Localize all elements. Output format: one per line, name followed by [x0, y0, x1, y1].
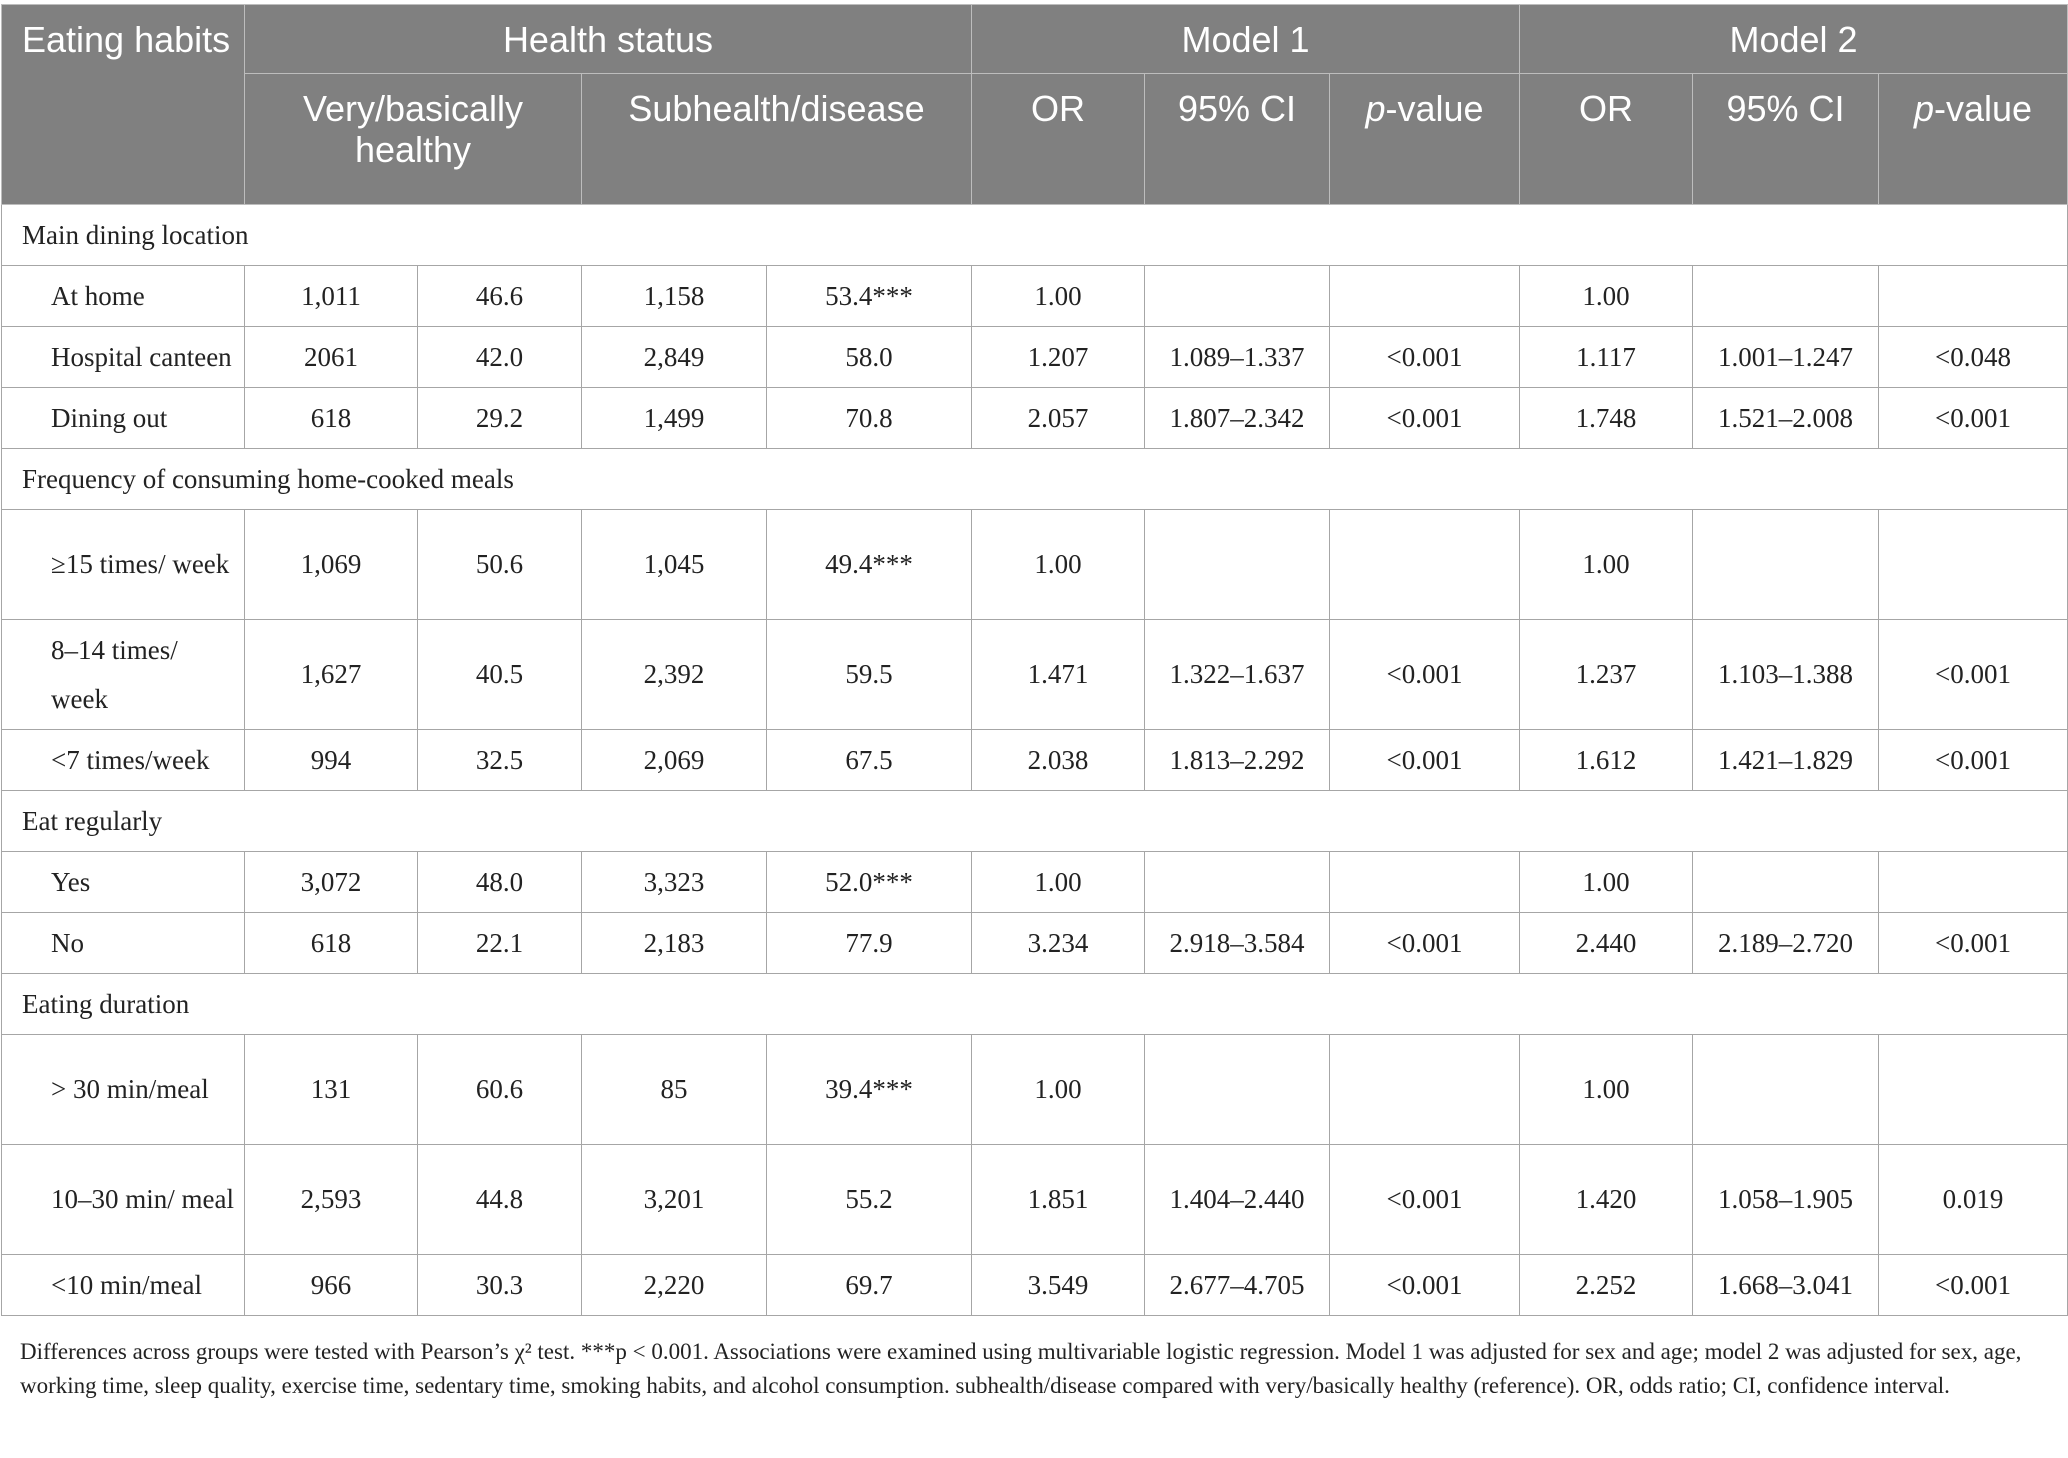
results-table	[1, 4, 2068, 1316]
table-cell: <0.001	[1330, 327, 1520, 388]
healthy-header: Very/basically healthy	[245, 74, 582, 205]
p-letter: p	[1365, 88, 1386, 129]
row-label: At home	[2, 266, 245, 327]
table-cell: 966	[245, 1255, 418, 1316]
table-cell: 3,072	[245, 852, 418, 913]
table-cell: 2.677–4.705	[1145, 1255, 1330, 1316]
table-cell: 1.420	[1520, 1145, 1693, 1255]
table-cell: 30.3	[418, 1255, 582, 1316]
table-cell: 2.252	[1520, 1255, 1693, 1316]
p-suffix: -value	[1385, 88, 1484, 129]
table-cell: 1.089–1.337	[1145, 327, 1330, 388]
model2-header: Model 2	[1520, 5, 2068, 74]
table-row	[2, 913, 2068, 974]
table-row	[2, 388, 2068, 449]
table-cell: <0.001	[1330, 730, 1520, 791]
table-cell: <0.001	[1879, 913, 2068, 974]
table-row	[2, 266, 2068, 327]
table-cell	[1879, 852, 2068, 913]
table-cell: <0.001	[1879, 620, 2068, 730]
table-cell: 1.322–1.637	[1145, 620, 1330, 730]
table-cell: 29.2	[418, 388, 582, 449]
section-title: Frequency of consuming home-cooked meals	[2, 449, 2068, 510]
row-label: > 30 min/meal	[2, 1035, 245, 1145]
table-cell: 2.038	[972, 730, 1145, 791]
table-cell: <0.001	[1879, 1255, 2068, 1316]
table-cell: 1,627	[245, 620, 418, 730]
table-cell: 67.5	[767, 730, 972, 791]
table-cell: <0.001	[1330, 913, 1520, 974]
model1-header: Model 1	[972, 5, 1520, 74]
table-cell	[1693, 266, 1879, 327]
table-row	[2, 730, 2068, 791]
row-label: Dining out	[2, 388, 245, 449]
table-cell: 22.1	[418, 913, 582, 974]
table-cell: 2061	[245, 327, 418, 388]
section-row	[2, 791, 2068, 852]
table-cell	[1145, 852, 1330, 913]
table-cell: 40.5	[418, 620, 582, 730]
table-cell: 60.6	[418, 1035, 582, 1145]
table-cell: 1.00	[1520, 510, 1693, 620]
table-cell	[1330, 852, 1520, 913]
model2-ci-header: 95% CI	[1693, 74, 1879, 205]
table-cell: 1.521–2.008	[1693, 388, 1879, 449]
table-cell: 1,158	[582, 266, 767, 327]
table-row	[2, 1035, 2068, 1145]
table-header	[2, 5, 2068, 205]
table-cell: 2.057	[972, 388, 1145, 449]
row-label: Yes	[2, 852, 245, 913]
table-cell: 52.0***	[767, 852, 972, 913]
table-row	[2, 327, 2068, 388]
table-cell: 1.058–1.905	[1693, 1145, 1879, 1255]
table-cell: 1.668–3.041	[1693, 1255, 1879, 1316]
table-cell: 1.00	[1520, 1035, 1693, 1145]
table-cell: 2.918–3.584	[1145, 913, 1330, 974]
row-label: 8–14 times/ week	[2, 620, 245, 730]
row-label: <7 times/week	[2, 730, 245, 791]
row-label: Hospital canteen	[2, 327, 245, 388]
table-cell: 1.748	[1520, 388, 1693, 449]
section-row	[2, 449, 2068, 510]
table-cell: 2,849	[582, 327, 767, 388]
table-wrapper	[0, 4, 2068, 1316]
table-cell	[1693, 852, 1879, 913]
p-suffix: -value	[1934, 88, 2033, 129]
table-cell: 3,201	[582, 1145, 767, 1255]
subhealth-header: Subhealth/disease	[582, 74, 972, 205]
table-cell	[1330, 510, 1520, 620]
table-cell: 1,069	[245, 510, 418, 620]
table-row	[2, 852, 2068, 913]
row-label: ≥15 times/ week	[2, 510, 245, 620]
table-cell: 44.8	[418, 1145, 582, 1255]
table-cell: 1.00	[972, 852, 1145, 913]
table-cell: 3,323	[582, 852, 767, 913]
model1-ci-header: 95% CI	[1145, 74, 1330, 205]
table-cell	[1879, 266, 2068, 327]
eating-habits-header: Eating habits	[2, 5, 245, 205]
table-cell	[1145, 510, 1330, 620]
table-cell: 2,069	[582, 730, 767, 791]
table-row	[2, 510, 2068, 620]
table-cell: 69.7	[767, 1255, 972, 1316]
table-cell: 3.234	[972, 913, 1145, 974]
table-cell: 1.00	[972, 266, 1145, 327]
table-cell	[1330, 266, 1520, 327]
table-cell: 1.471	[972, 620, 1145, 730]
table-footnote: Differences across groups were tested with Pearson’s χ² test. ***p < 0.001. Associations were examined using multivariable logistic regression. Model 1 was adjusted for sex and age; model 2 was adjusted for sex, age, working time, sleep quality, exercise time, sedentary time, smoking habits, and alcohol consumption. subhealth/disease compared with very/basically healthy (reference). OR, odds ratio; CI, confidence interval.	[20, 1339, 2022, 1398]
table-cell: <0.001	[1879, 730, 2068, 791]
table-cell: 1.117	[1520, 327, 1693, 388]
section-title: Main dining location	[2, 205, 2068, 266]
section-row	[2, 205, 2068, 266]
table-cell: 0.019	[1879, 1145, 2068, 1255]
table-cell: 48.0	[418, 852, 582, 913]
table-cell: 2,220	[582, 1255, 767, 1316]
table-cell: 1.103–1.388	[1693, 620, 1879, 730]
table-cell: 2.189–2.720	[1693, 913, 1879, 974]
table-cell: 77.9	[767, 913, 972, 974]
table-cell: 618	[245, 388, 418, 449]
table-cell: 39.4***	[767, 1035, 972, 1145]
table-cell: 1,045	[582, 510, 767, 620]
table-cell: <0.001	[1330, 388, 1520, 449]
table-cell: 2,183	[582, 913, 767, 974]
table-cell	[1145, 1035, 1330, 1145]
table-cell: 1.207	[972, 327, 1145, 388]
table-cell: 70.8	[767, 388, 972, 449]
table-cell: 3.549	[972, 1255, 1145, 1316]
table-cell: 32.5	[418, 730, 582, 791]
table-cell: <0.048	[1879, 327, 2068, 388]
table-cell: 49.4***	[767, 510, 972, 620]
table-row	[2, 1255, 2068, 1316]
table-cell	[1693, 1035, 1879, 1145]
table-cell: 53.4***	[767, 266, 972, 327]
table-cell	[1879, 510, 2068, 620]
table-cell: 2.440	[1520, 913, 1693, 974]
p-letter: p	[1914, 88, 1935, 129]
table-cell: 1.421–1.829	[1693, 730, 1879, 791]
row-label: <10 min/meal	[2, 1255, 245, 1316]
model1-p-header	[1330, 74, 1520, 205]
table-cell: 1.00	[1520, 852, 1693, 913]
table-cell: 618	[245, 913, 418, 974]
table-body	[2, 205, 2068, 1316]
row-label: No	[2, 913, 245, 974]
table-cell: 58.0	[767, 327, 972, 388]
table-cell: <0.001	[1879, 388, 2068, 449]
table-cell: 1.813–2.292	[1145, 730, 1330, 791]
model2-p-header	[1879, 74, 2068, 205]
table-row	[2, 620, 2068, 730]
model1-or-header: OR	[972, 74, 1145, 205]
table-cell: 1.001–1.247	[1693, 327, 1879, 388]
table-cell: 1.00	[972, 510, 1145, 620]
table-cell: 1,011	[245, 266, 418, 327]
table-cell: 85	[582, 1035, 767, 1145]
table-cell: 1.00	[1520, 266, 1693, 327]
table-cell: <0.001	[1330, 1255, 1520, 1316]
section-title: Eat regularly	[2, 791, 2068, 852]
table-cell	[1330, 1035, 1520, 1145]
table-cell: 59.5	[767, 620, 972, 730]
table-cell: 1.851	[972, 1145, 1145, 1255]
health-status-header: Health status	[245, 5, 972, 74]
table-row	[2, 1145, 2068, 1255]
section-title: Eating duration	[2, 974, 2068, 1035]
table-cell	[1693, 510, 1879, 620]
row-label: 10–30 min/ meal	[2, 1145, 245, 1255]
table-cell: <0.001	[1330, 1145, 1520, 1255]
table-cell: 1.00	[972, 1035, 1145, 1145]
section-row	[2, 974, 2068, 1035]
table-cell: <0.001	[1330, 620, 1520, 730]
table-cell: 42.0	[418, 327, 582, 388]
table-cell: 1.237	[1520, 620, 1693, 730]
table-cell: 46.6	[418, 266, 582, 327]
table-cell: 55.2	[767, 1145, 972, 1255]
table-cell	[1879, 1035, 2068, 1145]
table-cell: 2,392	[582, 620, 767, 730]
table-cell: 994	[245, 730, 418, 791]
table-cell: 2,593	[245, 1145, 418, 1255]
table-cell: 1.404–2.440	[1145, 1145, 1330, 1255]
table-cell: 1.612	[1520, 730, 1693, 791]
table-cell: 1,499	[582, 388, 767, 449]
table-cell: 50.6	[418, 510, 582, 620]
table-cell	[1145, 266, 1330, 327]
table-cell: 131	[245, 1035, 418, 1145]
table-cell: 1.807–2.342	[1145, 388, 1330, 449]
model2-or-header: OR	[1520, 74, 1693, 205]
